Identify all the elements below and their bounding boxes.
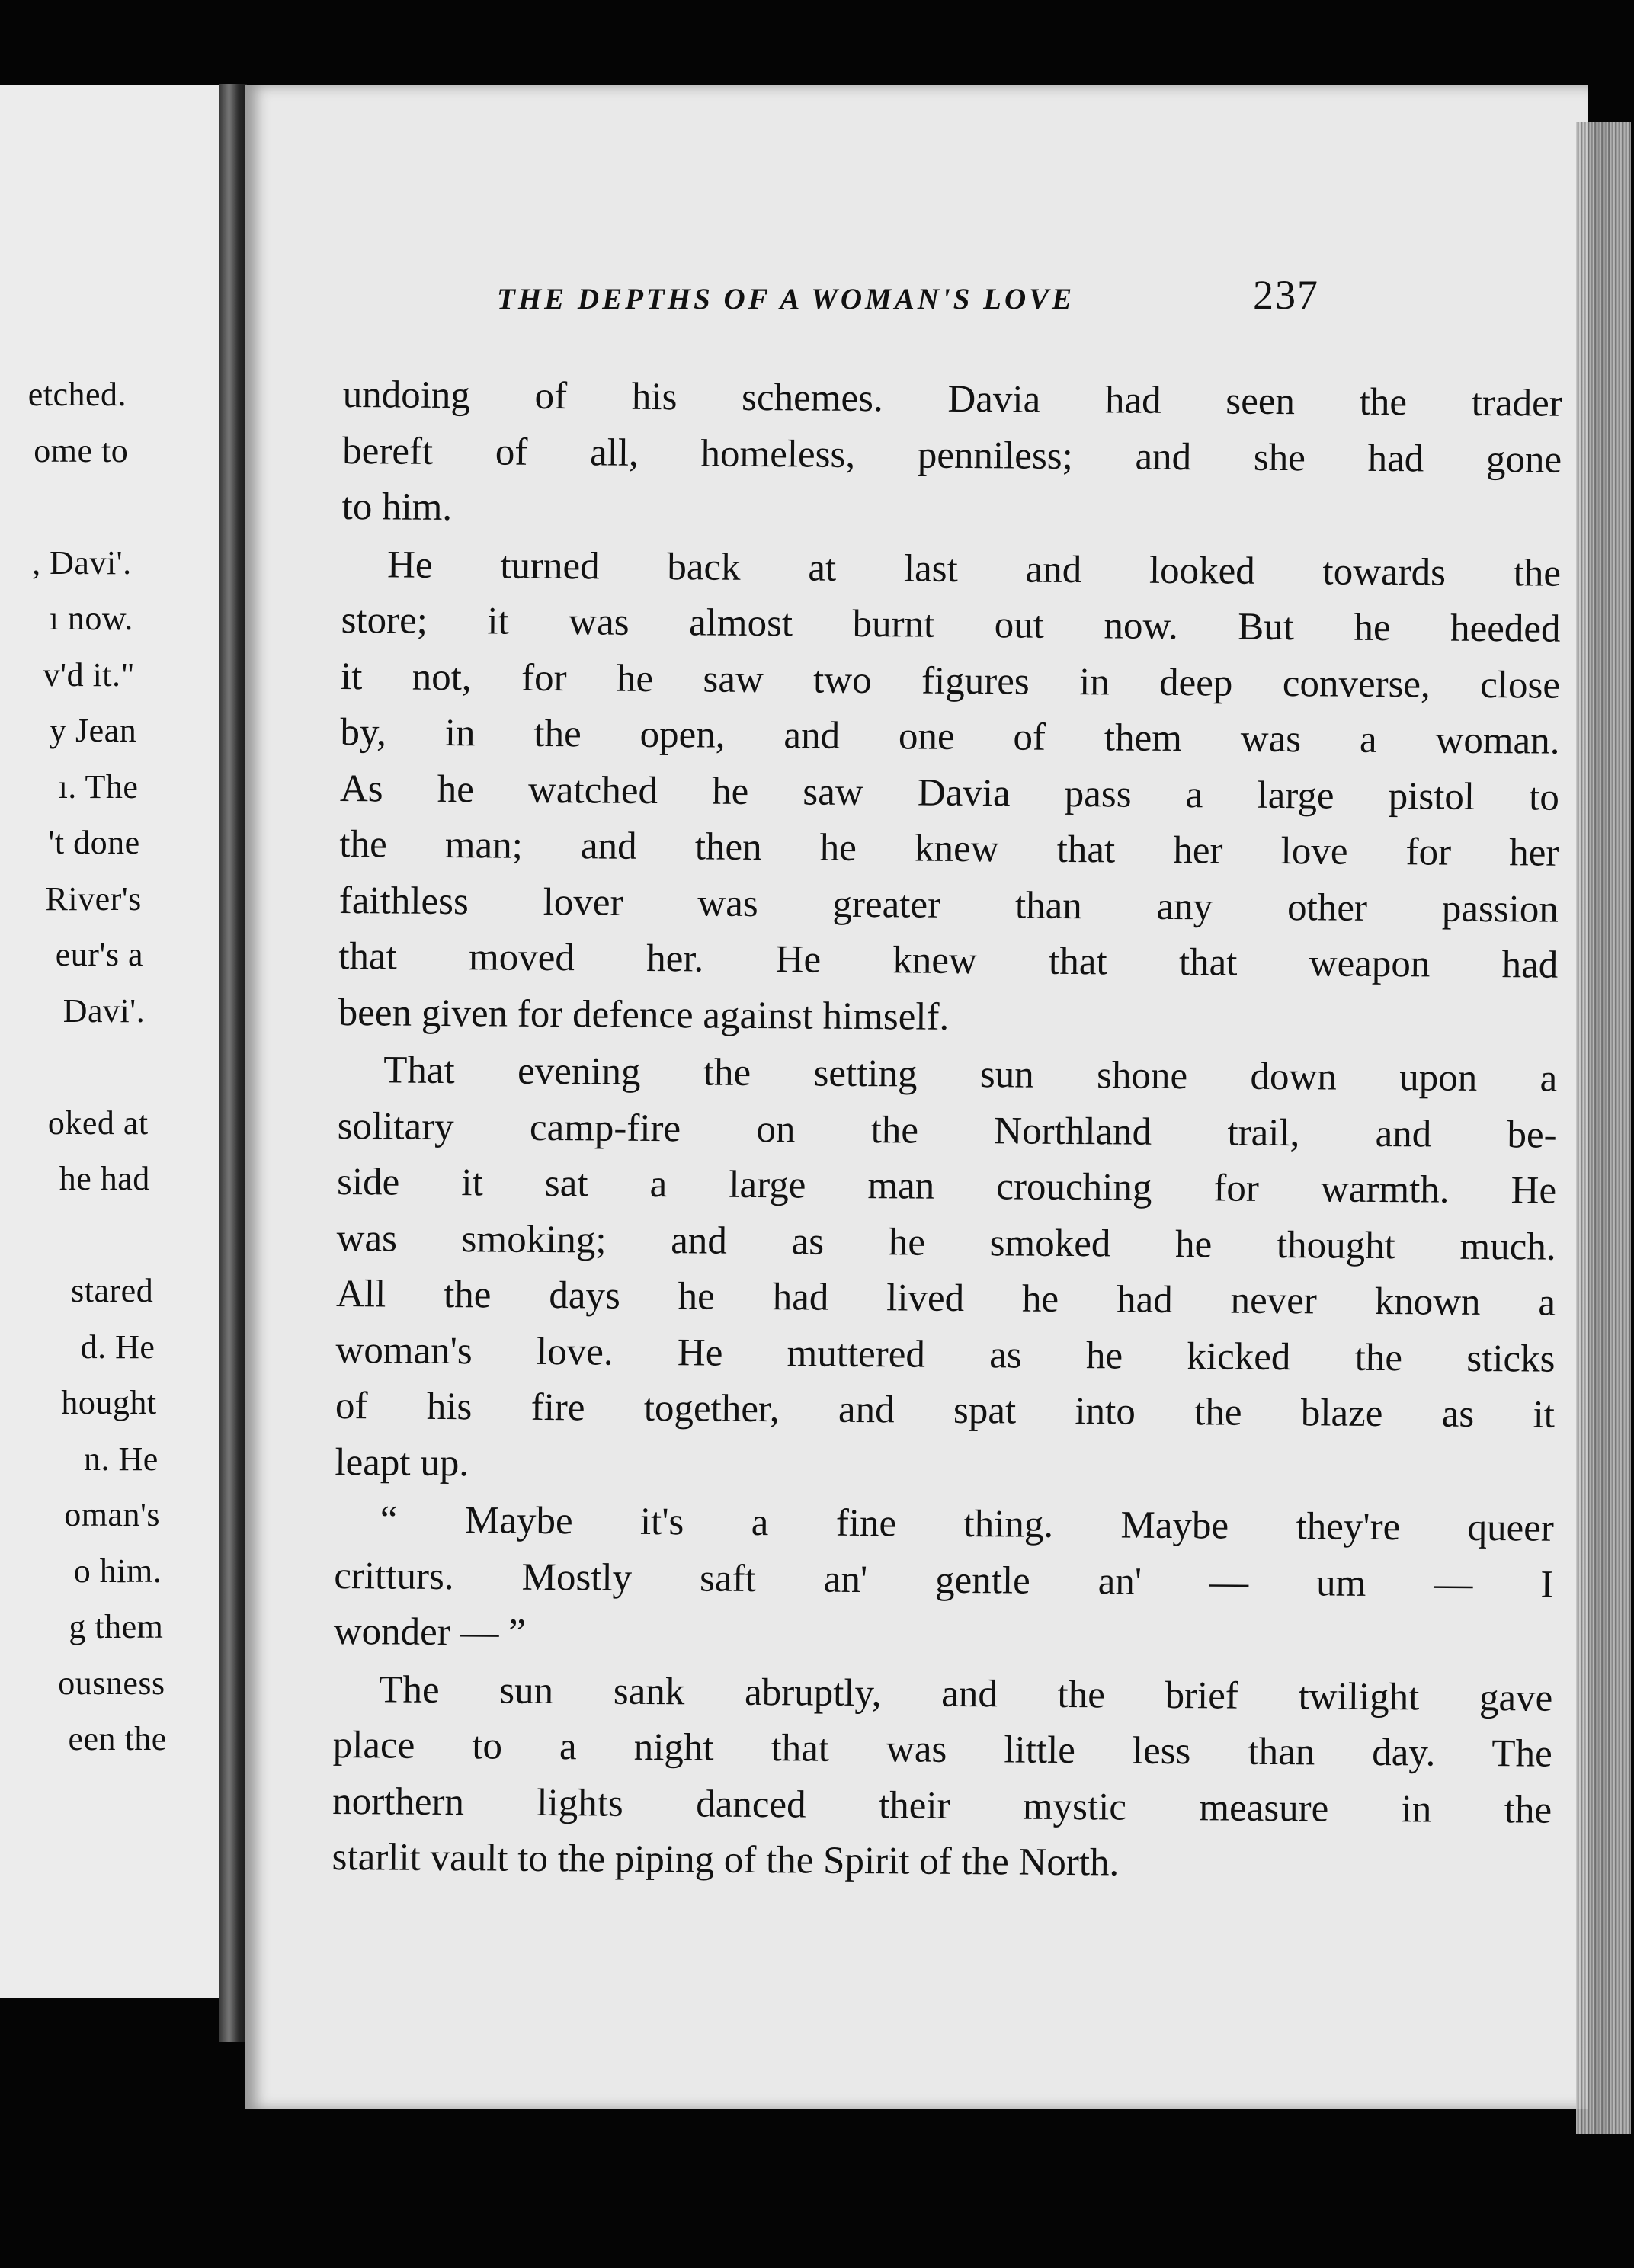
left-page-line: g them (69, 1608, 164, 1645)
left-page-line: stared (71, 1272, 154, 1309)
text-line: of his fire together, and spat into the blaze as it (335, 1384, 1556, 1437)
text-line: faithless lover was greater than any other passion (338, 879, 1559, 931)
paragraph (332, 1661, 1552, 1895)
paragraph (334, 1492, 1555, 1669)
left-page-line: y Jean (50, 712, 137, 749)
body-text (332, 367, 1562, 1895)
left-page-line: ome to (34, 431, 129, 469)
text-line: northern lights danced their mystic measure in the (332, 1779, 1552, 1832)
left-page-line: , Davi'. (32, 543, 132, 581)
left-page-line: o him. (73, 1552, 162, 1590)
left-page-line: hought (61, 1384, 157, 1421)
left-facing-page (0, 85, 219, 1998)
text-line: The sun sank abruptly, and the brief twilight gave (379, 1667, 1553, 1720)
text-line: to him. (341, 485, 453, 530)
left-page-line: ı now. (49, 600, 133, 637)
text-line: That evening the setting sun shone down upon a (383, 1049, 1558, 1100)
left-page-line: River's (45, 879, 142, 918)
text-line: He turned back at last and looked towards the (386, 543, 1562, 595)
left-page-line: he had (59, 1160, 150, 1197)
left-page-line: een the (68, 1720, 167, 1757)
page-number: 237 (1253, 272, 1319, 318)
left-page-line: eur's a (55, 936, 143, 973)
left-page-line: etched. (27, 376, 127, 413)
text-line: wonder — ” (333, 1610, 527, 1655)
text-line: As he watched he saw Davia pass a large pistol to (339, 767, 1560, 819)
text-line: leapt up. (335, 1440, 469, 1485)
text-line: undoing of his schemes. Davia had seen the trader (342, 373, 1562, 425)
left-page-line: oman's (64, 1496, 160, 1533)
text-line: woman's love. He muttered as he kicked the sticks (335, 1328, 1556, 1381)
running-head: THE DEPTHS OF A WOMAN'S LOVE (497, 283, 1075, 316)
text-line: that moved her. He knew that that weapon had (338, 934, 1559, 987)
paragraph (335, 1043, 1557, 1500)
book-gutter (219, 84, 247, 2042)
text-line: been given for defence against himself. (338, 991, 950, 1039)
left-page-line: 't done (48, 824, 140, 861)
text-line: bereft of all, homeless, penniless; and she had gone (341, 429, 1562, 482)
left-page-line: ousness (58, 1664, 165, 1702)
text-line: critturs. Mostly saft an' gentle an' — um — I (334, 1554, 1554, 1606)
left-page-line: ı. The (58, 767, 139, 806)
text-line: starlit vault to the piping of the Spirit of the North. (332, 1835, 1120, 1885)
page-edges (1576, 122, 1631, 2134)
text-line: store; it was almost burnt out now. But he heeded (341, 598, 1561, 651)
right-page (245, 85, 1588, 2109)
left-page-line: n. He (84, 1440, 159, 1478)
paragraph (341, 367, 1562, 544)
text-line: “ Maybe it's a fine thing. Maybe they're queer (380, 1498, 1555, 1550)
text-line: by, in the open, and one of them was a woman. (340, 710, 1560, 763)
left-page-line: oked at (47, 1104, 149, 1142)
left-page-line: v'd it." (43, 655, 135, 694)
text-line: All the days he had lived he had never known a (335, 1272, 1556, 1325)
text-line: it not, for he saw two figures in deep converse, close (340, 655, 1561, 707)
text-line: the man; and then he knew that her love for her (339, 822, 1559, 875)
left-page-line: d. He (80, 1328, 155, 1366)
text-line: was smoking; and as he smoked he thought much. (336, 1216, 1556, 1269)
text-line: side it sat a large man crouching for warmth. He (336, 1160, 1557, 1212)
left-page-line: Davi'. (62, 991, 146, 1030)
paragraph (338, 537, 1562, 1049)
text-line: solitary camp-fire on the Northland trail, and be- (337, 1104, 1557, 1157)
text-line: place to a night that was little less than day. The (332, 1723, 1552, 1776)
